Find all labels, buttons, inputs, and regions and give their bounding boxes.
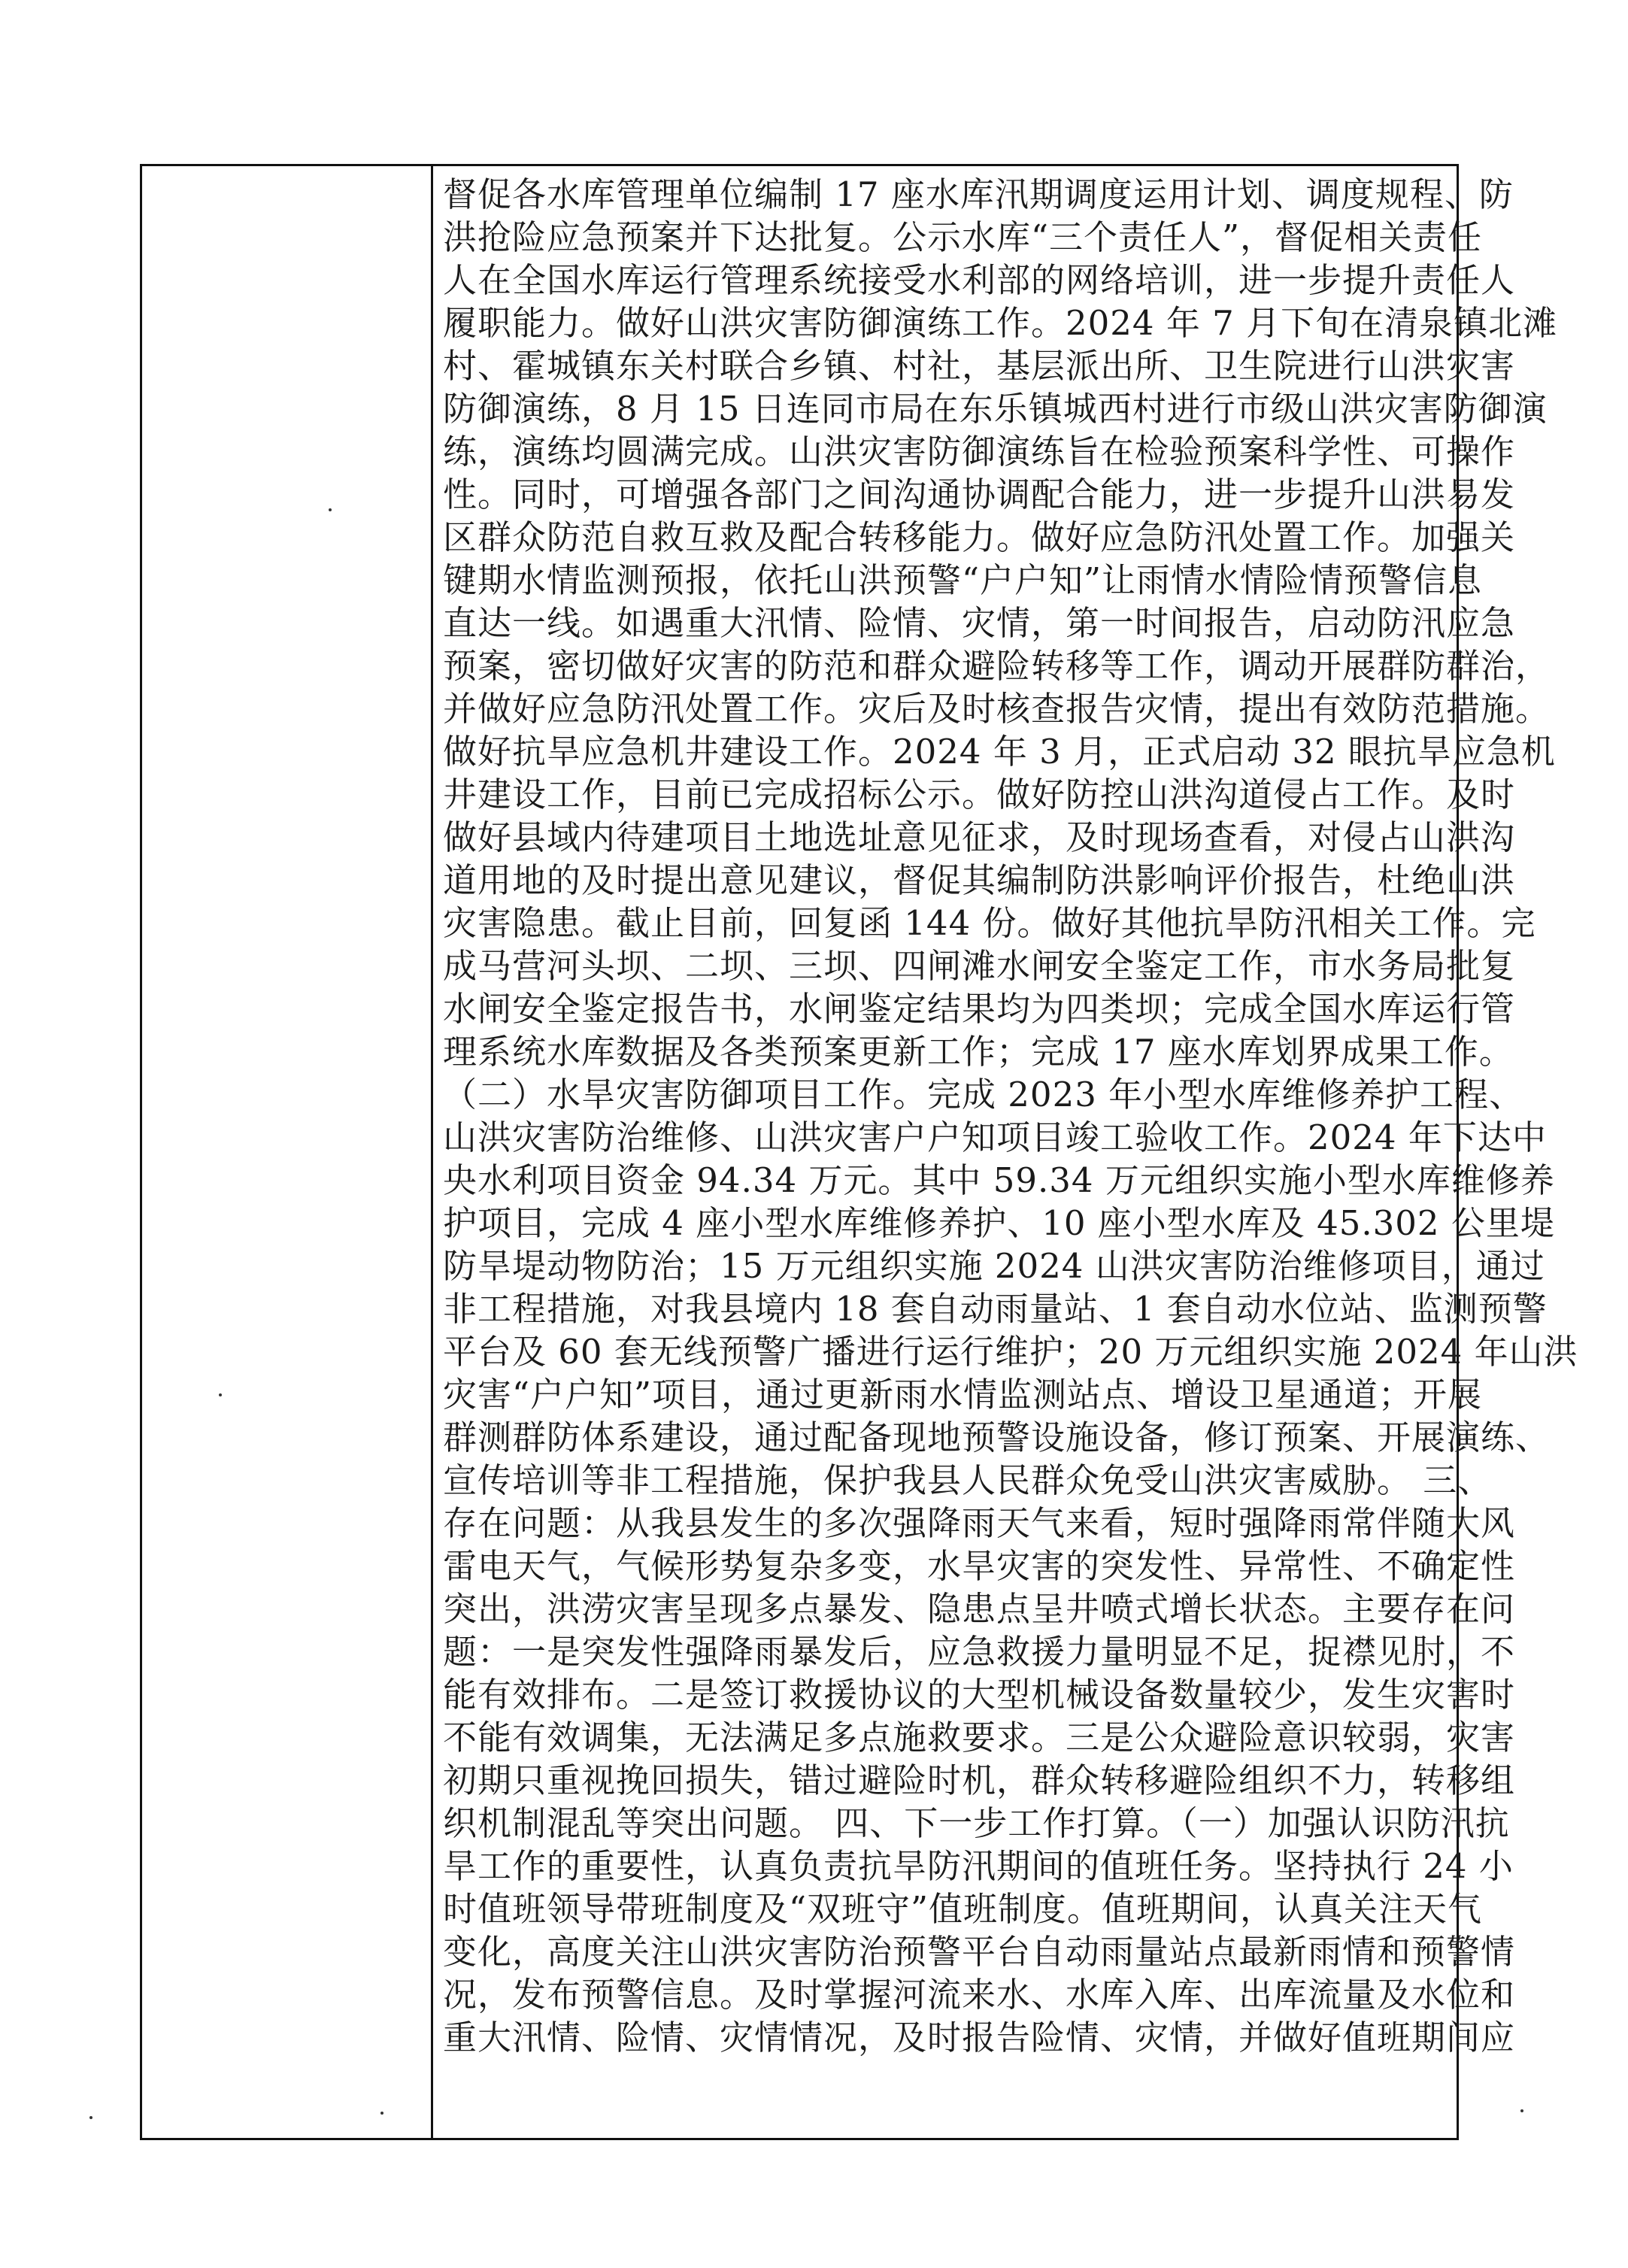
body-text-line: 村、霍城镇东关村联合乡镇、村社，基层派出所、卫生院进行山洪灾害 <box>443 346 1516 386</box>
body-text-line: 区群众防范自救互救及配合转移能力。做好应急防汛处置工作。加强关 <box>443 517 1516 557</box>
body-text-line: 山洪灾害防治维修、山洪灾害户户知项目竣工验收工作。2024 年下达中 <box>443 1117 1547 1157</box>
body-text-line: 做好县域内待建项目土地选址意见征求，及时现场查看，对侵占山洪沟 <box>443 817 1516 857</box>
form-table <box>140 164 1578 2140</box>
content-cell <box>443 166 1578 2138</box>
body-text-line: 时值班领导带班制度及“双班守”值班制度。值班期间，认真关注天气 <box>443 1889 1483 1929</box>
body-text-line: 道用地的及时提出意见建议，督促其编制防洪影响评价报告，杜绝山洪 <box>443 860 1516 900</box>
body-text-line: 成马营河头坝、二坝、三坝、四闸滩水闸安全鉴定工作，市水务局批复 <box>443 946 1516 986</box>
scan-speck <box>380 2112 384 2115</box>
body-text-line: 突出，洪涝灾害呈现多点暴发、隐患点呈井喷式增长状态。主要存在问 <box>443 1589 1516 1629</box>
body-text-line: 直达一线。如遇重大汛情、险情、灾情，第一时间报告，启动防汛应急 <box>443 603 1516 643</box>
body-text-line: 并做好应急防汛处置工作。灾后及时核查报告灾情，提出有效防范措施。 <box>443 689 1551 729</box>
body-text-line: 况，发布预警信息。及时掌握河流来水、水库入库、出库流量及水位和 <box>443 1975 1516 2015</box>
body-text-line: 键期水情监测预报，依托山洪预警“户户知”让雨情水情险情预警信息 <box>443 560 1483 600</box>
body-text-line: 履职能力。做好山洪灾害防御演练工作。2024 年 7 月下旬在清泉镇北滩 <box>443 303 1558 343</box>
body-text-line: 平台及 60 套无线预警广播进行运行维护；20 万元组织实施 2024 年山洪 <box>443 1332 1578 1372</box>
body-text-line: 防旱堤动物防治；15 万元组织实施 2024 山洪灾害防治维修项目，通过 <box>443 1246 1545 1286</box>
body-text-line: 井建设工作，目前已完成招标公示。做好防控山洪沟道侵占工作。及时 <box>443 775 1516 814</box>
body-text-line: 初期只重视挽回损失，错过避险时机，群众转移避险组织不力，转移组 <box>443 1760 1516 1800</box>
body-text-line: 宣传培训等非工程措施，保护我县人民群众免受山洪灾害威胁。 三、 <box>443 1460 1493 1500</box>
body-text-line: 能有效排布。二是签订救援协议的大型机械设备数量较少，发生灾害时 <box>443 1675 1516 1715</box>
body-text-line: 理系统水库数据及各类预案更新工作；完成 17 座水库划界成果工作。 <box>443 1032 1514 1072</box>
body-text-line: 织机制混乱等突出问题。 四、下一步工作打算。（一）加强认识防汛抗 <box>443 1803 1510 1843</box>
body-text-line: 督促各水库管理单位编制 17 座水库汛期调度运用计划、调度规程、防 <box>443 174 1514 214</box>
scan-speck <box>219 1393 222 1396</box>
body-text-line: 存在问题：从我县发生的多次强降雨天气来看，短时强降雨常伴随大风 <box>443 1503 1516 1543</box>
label-column <box>142 166 433 2138</box>
body-text-line: 水闸安全鉴定报告书，水闸鉴定结果均为四类坝；完成全国水库运行管 <box>443 989 1516 1029</box>
scan-speck <box>89 2116 92 2119</box>
body-text-line: 灾害“户户知”项目，通过更新雨水情监测站点、增设卫星通道；开展 <box>443 1375 1483 1414</box>
body-text-line: 变化，高度关注山洪灾害防治预警平台自动雨量站点最新雨情和预警情 <box>443 1932 1516 1972</box>
body-text-line: 题：一是突发性强降雨暴发后，应急救援力量明显不足，捉襟见肘，不 <box>443 1632 1516 1672</box>
body-text-line: 护项目，完成 4 座小型水库维修养护、10 座小型水库及 45.302 公里堤 <box>443 1203 1555 1243</box>
body-text-line: 灾害隐患。截止目前，回复函 144 份。做好其他抗旱防汛相关工作。完 <box>443 903 1536 943</box>
body-text-line: 练，演练均圆满完成。山洪灾害防御演练旨在检验预案科学性、可操作 <box>443 432 1516 471</box>
body-text-line: 重大汛情、险情、灾情情况，及时报告险情、灾情，并做好值班期间应 <box>443 2018 1516 2057</box>
body-text-line: 防御演练，8 月 15 日连同市局在东乐镇城西村进行市级山洪灾害防御演 <box>443 389 1548 429</box>
body-text-line: 雷电天气，气候形势复杂多变，水旱灾害的突发性、异常性、不确定性 <box>443 1546 1516 1586</box>
body-text-line: 旱工作的重要性，认真负责抗旱防汛期间的值班任务。坚持执行 24 小 <box>443 1846 1514 1886</box>
scan-speck <box>329 508 332 511</box>
body-text-line: 群测群防体系建设，通过配备现地预警设施设备，修订预案、开展演练、 <box>443 1418 1551 1457</box>
body-text-line: 不能有效调集，无法满足多点施救要求。三是公众避险意识较弱，灾害 <box>443 1718 1516 1757</box>
body-text-line: （二）水旱灾害防御项目工作。完成 2023 年小型水库维修养护工程、 <box>443 1075 1524 1114</box>
body-text-line: 做好抗旱应急机井建设工作。2024 年 3 月，正式启动 32 眼抗旱应急机 <box>443 732 1556 772</box>
body-text-line: 人在全国水库运行管理系统接受水利部的网络培训，进一步提升责任人 <box>443 260 1516 300</box>
body-text-line: 洪抢险应急预案并下达批复。公示水库“三个责任人”，督促相关责任 <box>443 217 1483 257</box>
scan-speck <box>1520 2109 1523 2112</box>
body-text-line: 非工程措施，对我县境内 18 套自动雨量站、1 套自动水位站、监测预警 <box>443 1289 1548 1329</box>
body-text-line: 央水利项目资金 94.34 万元。其中 59.34 万元组织实施小型水库维修养 <box>443 1160 1555 1200</box>
body-text-line: 性。同时，可增强各部门之间沟通协调配合能力，进一步提升山洪易发 <box>443 475 1516 514</box>
body-text-line: 预案，密切做好灾害的防范和群众避险转移等工作，调动开展群防群治， <box>443 646 1551 686</box>
